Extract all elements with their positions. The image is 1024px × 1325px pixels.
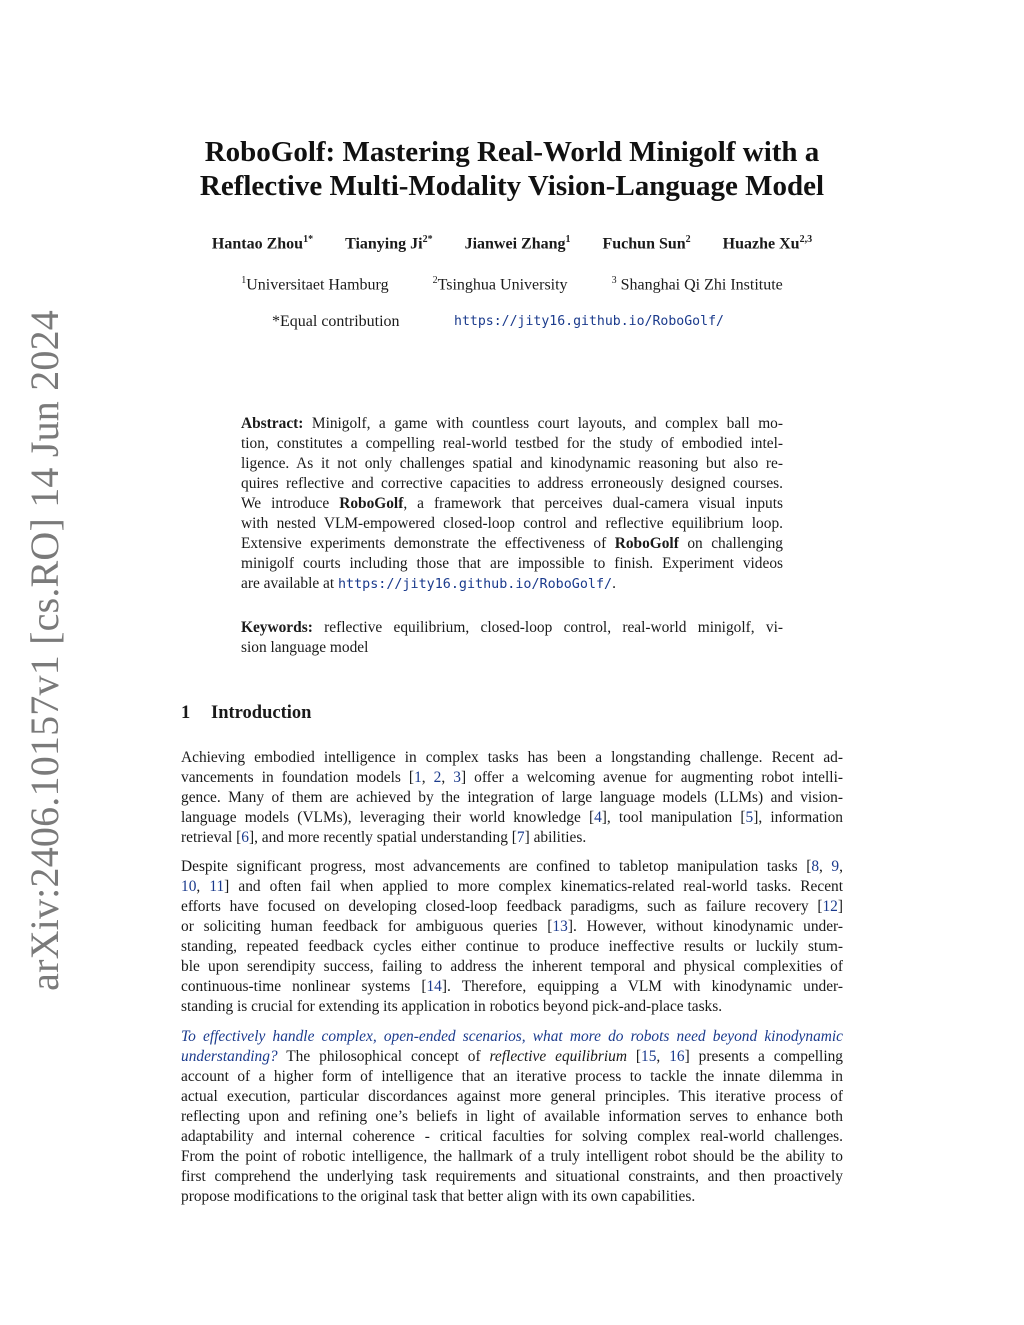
paragraph-line: language models (VLMs), leveraging their world knowledge [4], tool manipulation [5], information [181,809,843,826]
intro-paragraph-2 [181,857,843,1017]
research-question-end: understanding? [181,1048,278,1065]
abstract-line: Extensive experiments demonstrate the effectiveness of RoboGolf on challenging [241,535,783,552]
keywords-line: sion language model [241,639,369,656]
paragraph-line: reflecting upon and refining one’s beliefs in light of available information serves to enhance both [181,1108,843,1125]
paragraph-line: understanding? The philosophical concept of reflective equilibrium [15, 16] presents a compelling [181,1048,843,1065]
affiliation: $^2$Tsinghua University [432,275,568,294]
citation-link[interactable]: 5 [745,809,754,826]
paper-title [180,135,844,203]
paragraph-line: 10, 11] and often fail when applied to more complex kinematics-related real-world tasks. Recent [181,878,843,895]
author: Jianwei Zhang$^1$ [464,234,571,253]
citation-link[interactable]: 11 [209,878,225,895]
abstract-line: ligence. As it not only challenges spatial and kinodynamic reasoning but also re- [241,455,783,472]
author: Fuchun Sun$^2$ [602,234,691,253]
abstract-line: minigolf courts including those that are impossible to finish. Experiment videos [241,555,783,572]
citation-link[interactable]: 10 [181,878,197,895]
citation-link[interactable]: 15 [641,1048,657,1065]
author-list [180,234,844,253]
citation-link[interactable]: 3 [453,769,461,786]
affiliation-list [180,275,844,294]
intro-paragraph-3 [181,1027,843,1207]
paragraph-line: efforts have focused on developing closed-loop feedback paradigms, such as failure recovery [12] [181,898,843,915]
citation-link[interactable]: 1 [414,769,422,786]
paragraph-line: continuous-time nonlinear systems [14]. Therefore, equipping a VLM with kinodynamic under- [181,978,843,995]
title-line-2: Reflective Multi-Modality Vision-Language Model [199,170,825,202]
citation-link[interactable]: 12 [822,898,838,915]
abstract-line: We introduce RoboGolf, a framework that perceives dual-camera visual inputs [241,495,783,512]
citation-link[interactable]: 13 [552,918,568,935]
abstract-line: with nested VLM-empowered closed-loop control and reflective equilibrium loop. [241,515,783,532]
abstract-url-link[interactable]: https://jity16.github.io/RoboGolf/ [337,577,613,592]
section-number: 1 [181,703,191,723]
abstract-line: quires reflective and corrective capacities to address erroneously designed courses. [241,475,783,492]
abstract-line: tion, constitutes a compelling real-world testbed for the study of embodied intel- [241,435,783,452]
citation-link[interactable]: 8 [811,858,820,875]
paragraph-line: retrieval [6], and more recently spatial understanding [7] abilities. [181,829,587,846]
paragraph-line: or soliciting human feedback for ambiguous queries [13]. However, without kinodynamic under- [181,918,843,935]
abstract-line: are available at https://jity16.github.io/RoboGolf/. [241,575,616,592]
citation-link[interactable]: 7 [516,829,525,846]
citation-link[interactable]: 6 [241,829,249,846]
author: Tianying $Ji^{2*}$ [345,234,433,253]
affiliation: $^3$ Shanghai Qi Zhi Institute [611,275,783,294]
arxiv-identifier-stamp [10,309,78,991]
paragraph-line: Despite significant progress, most advancements are confined to tabletop manipulation tasks [8, 9, [181,858,843,875]
paragraph-line: standing is crucial for extending its application in robotics beyond pick-and-place tasks. [181,998,723,1015]
arxiv-id-text: arXiv:2406.10157v1 [cs.RO] 14 Jun 2024 [21,309,67,991]
paragraph-line: From the point of robotic intelligence, the hallmark of a truly intelligent robot should be the ability to [181,1148,843,1165]
citation-link[interactable]: 4 [594,809,602,826]
paragraph-line: Achieving embodied intelligence in complex tasks has been a longstanding challenge. Recent ad- [181,749,843,766]
citation-link[interactable]: 14 [426,978,442,995]
intro-paragraph-1 [181,748,843,848]
paragraph-line: actual execution, particular discordances against more general principles. This iterative process of [181,1088,843,1105]
keywords-label: Keywords: [241,619,313,636]
project-url-link[interactable]: https://jity16.github.io/RoboGolf/ [454,314,724,329]
citation-link[interactable]: 16 [669,1048,685,1065]
title-line-1: RoboGolf: Mastering Real-World Minigolf with a [204,136,820,168]
citation-link[interactable]: 9 [831,858,840,875]
affiliation: $^1$Universitaet Hamburg [241,275,389,294]
paragraph-line: standing, repeated feedback cycles either continue to produce ineffective results or luckily stum- [181,938,843,955]
paragraph-line: account of a higher form of intelligence that an iterative process to tackle the innate dilemma in [181,1068,843,1085]
paragraph-line: propose modifications to the original task that better align with its own capabilities. [181,1188,696,1205]
paragraph-line: ble upon serendipity success, failing to address the inherent temporal and physical complexities of [181,958,843,975]
author: Hantao Zhou$^{1*}$ [211,234,314,253]
paragraph-line: vancements in foundation models [1, 2, 3] offer a welcoming avenue for augmenting robot intelli- [181,769,843,786]
citation-link[interactable]: 2 [433,769,442,786]
keywords-line: Keywords: reflective equilibrium, closed-loop control, real-world minigolf, vi- [241,619,783,636]
author: Huazhe Xu$^{2,3}$ [722,234,813,253]
paragraph-line: first comprehend the underlying task requirements and situational constraints, and then proactively [181,1168,843,1185]
abstract-line: Abstract: Minigolf, a game with countless court layouts, and complex ball mo- [241,415,783,432]
section-title: Introduction [211,703,312,723]
equal-contribution-note: *Equal contribution [272,313,400,330]
abstract [241,414,783,594]
paragraph-line: gence. Many of them are achieved by the integration of large language models (LLMs) and vision- [181,789,843,806]
keywords [241,618,783,658]
paragraph-line: adaptability and internal coherence - critical faculties for solving complex real-world challenges. [181,1128,843,1145]
abstract-label: Abstract: [241,415,304,432]
research-question-line: To effectively handle complex, open-ended scenarios, what more do robots need beyond kinodynamic [181,1028,843,1045]
